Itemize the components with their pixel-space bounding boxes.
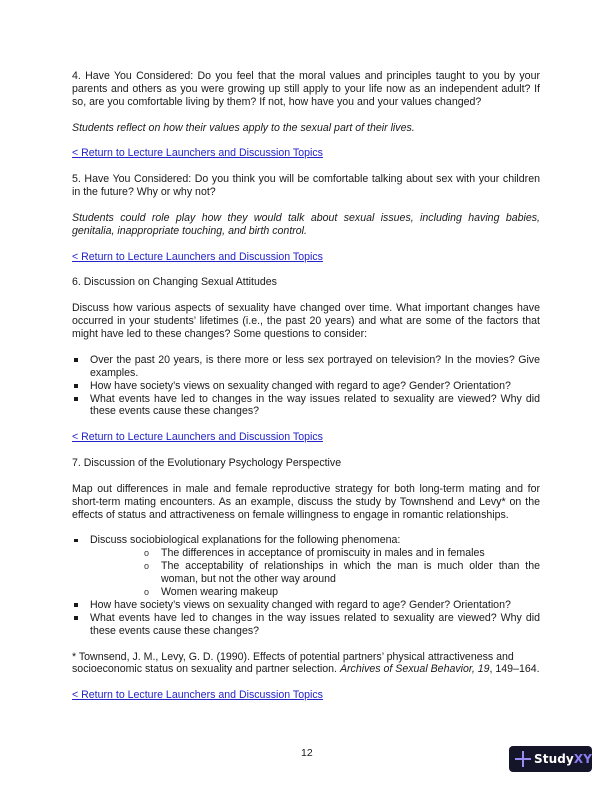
citation: * Townsend, J. M., Levy, G. D. (1990). Effects of potential partners’ physical attractiveness and socioeconomic status on sexuality and partner selection. Archives of Sexual Behavior, 19, 149–164. xyxy=(72,650,540,676)
section-7-heading: 7. Discussion of the Evolutionary Psychology Perspective xyxy=(72,457,342,470)
section-7-body: Map out differences in male and female reproductive strategy for both long-term mating and for short-term mating encounters. As an example, discuss the study by Townshend and Levy* on the effects of status and attractiveness on female willingness to engage in romantic relationships. xyxy=(72,482,540,521)
brand-logo-text: StudyXY xyxy=(534,752,592,766)
page-number: 12 xyxy=(301,747,313,759)
list-item: How have society’s views on sexuality changed with regard to age? Gender? Orientation? xyxy=(90,598,511,611)
list-item: How have society’s views on sexuality changed with regard to age? Gender? Orientation? xyxy=(90,379,511,392)
citation-journal: Archives of Sexual Behavior, 19 xyxy=(339,663,490,676)
sub-list-item: o The acceptability of relationships in which the man is much older than the woman, but not the other way around xyxy=(144,560,540,586)
question-5-note: Students could role play how they would talk about sexual issues, including having babies, genitalia, inappropriate touching, and birth control. xyxy=(72,211,540,237)
studyxy-badge[interactable] xyxy=(509,746,592,772)
sub-list-item: o The differences in acceptance of promiscuity in males and in females xyxy=(144,547,485,560)
section-6-body: Discuss how various aspects of sexuality have changed over time. What important changes have occurred in your students’ lifetimes (i.e., the past 20 years) and what are some of the factors that might have led to these changes? Some questions to consider: xyxy=(72,302,540,341)
list-item: What events have led to changes in the way issues related to sexuality are viewed? Why did these events cause these changes? xyxy=(90,611,540,637)
return-link[interactable]: < Return to Lecture Launchers and Discussion Topics xyxy=(72,250,323,263)
hollow-bullet-icon: o xyxy=(144,548,150,559)
question-5: 5. Have You Considered: Do you think you will be comfortable talking about sex with your children in the future? Why or why not? xyxy=(72,173,540,199)
question-4-note: Students reflect on how their values apply to the sexual part of their lives. xyxy=(72,121,415,134)
section-7-bullets xyxy=(72,534,540,637)
hollow-bullet-icon: o xyxy=(144,587,150,598)
hollow-bullet-icon: o xyxy=(144,561,150,572)
sub-list-item: o Women wearing makeup xyxy=(144,586,278,599)
section-6-heading: 6. Discussion on Changing Sexual Attitudes xyxy=(72,276,277,289)
sub-bullet-list xyxy=(90,547,540,599)
list-item: What events have led to changes in the way issues related to sexuality are viewed? Why did these events cause these changes? xyxy=(90,392,540,418)
list-item: Over the past 20 years, is there more or less sex portrayed on television? In the movies? Give examples. xyxy=(90,353,540,379)
plus-icon xyxy=(515,751,529,767)
question-4: 4. Have You Considered: Do you feel that the moral values and principles taught to you by your parents and others as you were growing up still apply to your life now as an independent adult? If so, are you comfortable living by them? If not, how have you and your values changed? xyxy=(72,70,540,108)
document-page xyxy=(72,70,540,715)
section-6-bullets xyxy=(72,354,540,419)
list-item: Discuss sociobiological explanations for the following phenomena: o The differences in acceptance of promiscuity in males and in females o The acceptability of relationships in which the man is much older than the woman, but not the other way around o Women wearing makeup xyxy=(90,534,540,599)
return-link[interactable]: < Return to Lecture Launchers and Discussion Topics xyxy=(72,147,323,160)
return-link[interactable]: < Return to Lecture Launchers and Discussion Topics xyxy=(72,689,323,702)
return-link[interactable]: < Return to Lecture Launchers and Discussion Topics xyxy=(72,431,323,444)
